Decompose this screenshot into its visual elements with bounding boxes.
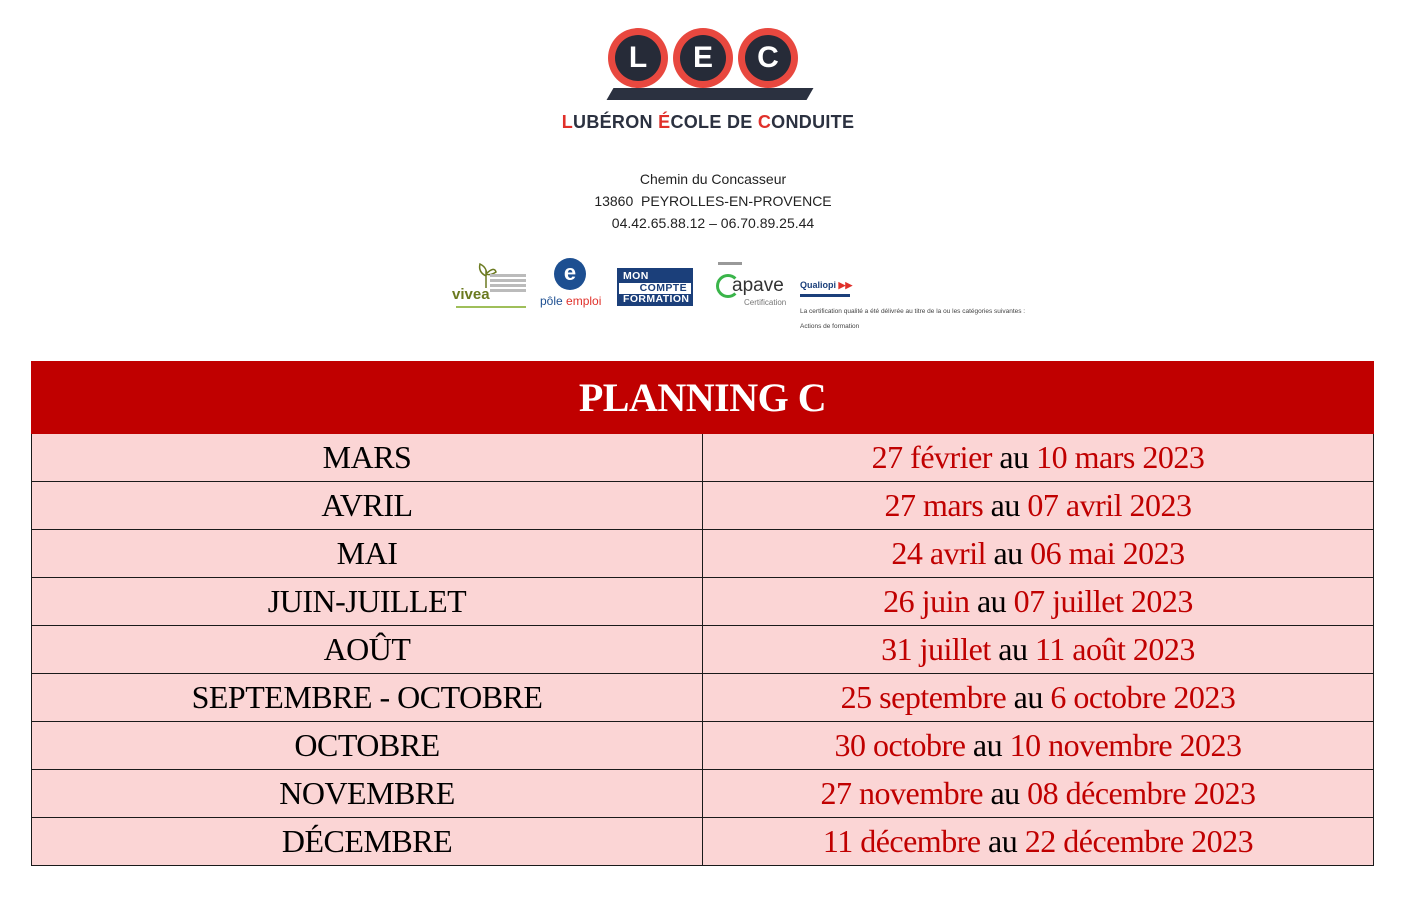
lec-logo [600, 28, 815, 106]
date-connector: au [998, 631, 1028, 667]
vivea-logo [450, 260, 530, 310]
start-date: 31 juillet [881, 631, 991, 667]
apave-subtitle: Certification [744, 298, 787, 307]
end-date: 6 octobre 2023 [1050, 679, 1236, 715]
month-cell: MAI [32, 530, 703, 578]
table-row [32, 770, 1374, 818]
logo-letter: L [615, 35, 661, 81]
date-connector: au [1013, 679, 1043, 715]
date-connector: au [999, 439, 1029, 475]
start-date: 27 février [871, 439, 992, 475]
date-range-cell [703, 482, 1374, 530]
date-range-cell [703, 530, 1374, 578]
date-range-cell [703, 770, 1374, 818]
arrow-icon: ▶▶ [838, 280, 853, 290]
logo-circle-l [608, 28, 668, 88]
start-date: 24 avril [891, 535, 986, 571]
planning-table [31, 361, 1374, 866]
date-connector: au [972, 727, 1003, 763]
month-cell: MARS [32, 434, 703, 482]
start-date: 26 juin [883, 583, 970, 619]
date-connector: au [990, 775, 1020, 811]
logo-circle-c [738, 28, 798, 88]
date-connector: au [976, 583, 1007, 619]
date-connector: au [990, 487, 1020, 523]
end-date: 22 décembre 2023 [1024, 823, 1254, 859]
date-range-cell [703, 578, 1374, 626]
qualiopi-category-text: Actions de formation [800, 323, 860, 330]
month-cell: JUIN-JUILLET [32, 578, 703, 626]
table-row [32, 674, 1374, 722]
month-cell: AOÛT [32, 626, 703, 674]
date-range-cell [703, 626, 1374, 674]
month-cell: NOVEMBRE [32, 770, 703, 818]
month-cell: DÉCEMBRE [32, 818, 703, 866]
start-date: 27 novembre [820, 775, 983, 811]
logo-underline-bar [607, 88, 814, 100]
apave-logo [714, 262, 792, 310]
school-name-part: L [561, 112, 574, 132]
month-cell: OCTOBRE [32, 722, 703, 770]
end-date: 08 décembre 2023 [1027, 775, 1256, 811]
start-date: 11 décembre [822, 823, 981, 859]
school-name-part: UBÉRON [573, 112, 659, 132]
month-cell: AVRIL [32, 482, 703, 530]
partner-logos [450, 258, 1040, 338]
month-cell: SEPTEMBRE - OCTOBRE [32, 674, 703, 722]
date-range-cell [703, 674, 1374, 722]
table-row [32, 434, 1374, 482]
start-date: 30 octobre [834, 727, 966, 763]
logo-letter: C [745, 35, 791, 81]
address-city: 13860 PEYROLLES-EN-PROVENCE [594, 193, 832, 209]
pole-emploi-mark: e [554, 258, 586, 290]
school-name-part: COLE DE [670, 112, 758, 132]
apave-wordmark: apave [732, 275, 784, 296]
address-street: Chemin du Concasseur [639, 171, 787, 187]
end-date: 07 avril 2023 [1027, 487, 1192, 523]
planning-rows [32, 434, 1374, 866]
table-row [32, 626, 1374, 674]
date-connector: au [993, 535, 1023, 571]
table-row [32, 818, 1374, 866]
qualiopi-logo [800, 280, 1040, 336]
qualiopi-certification-text: La certification qualité a été délivrée au titre de la ou les catégories suivantes : [800, 308, 1026, 315]
vivea-wordmark: vivea [452, 286, 490, 303]
address-phones: 04.42.65.88.12 – 06.70.89.25.44 [611, 215, 815, 231]
address-block [0, 168, 1416, 234]
date-range-cell [703, 722, 1374, 770]
start-date: 27 mars [884, 487, 984, 523]
table-row [32, 722, 1374, 770]
school-name-part: É [658, 112, 671, 132]
planning-title: PLANNING C [32, 362, 1374, 434]
qualiopi-wordmark: Qualiopi [800, 280, 836, 290]
end-date: 07 juillet 2023 [1013, 583, 1193, 619]
logo-circle-e [673, 28, 733, 88]
start-date: 25 septembre [840, 679, 1007, 715]
logo-letter: E [680, 35, 726, 81]
pole-emploi-logo [540, 258, 604, 310]
date-range-cell [703, 818, 1374, 866]
school-name [0, 112, 1416, 133]
table-row [32, 578, 1374, 626]
date-range-cell [703, 434, 1374, 482]
table-row [32, 482, 1374, 530]
end-date: 06 mai 2023 [1030, 535, 1185, 571]
school-name-part: ONDUITE [771, 112, 855, 132]
date-connector: au [988, 823, 1018, 859]
school-name-part: C [757, 112, 772, 132]
end-date: 10 novembre 2023 [1009, 727, 1242, 763]
mon-compte-formation-logo: MON COMPTE FORMATION [617, 268, 693, 306]
table-row [32, 530, 1374, 578]
pole-emploi-wordmark: pôle emploi [540, 294, 602, 308]
end-date: 11 août 2023 [1034, 631, 1195, 667]
end-date: 10 mars 2023 [1036, 439, 1205, 475]
